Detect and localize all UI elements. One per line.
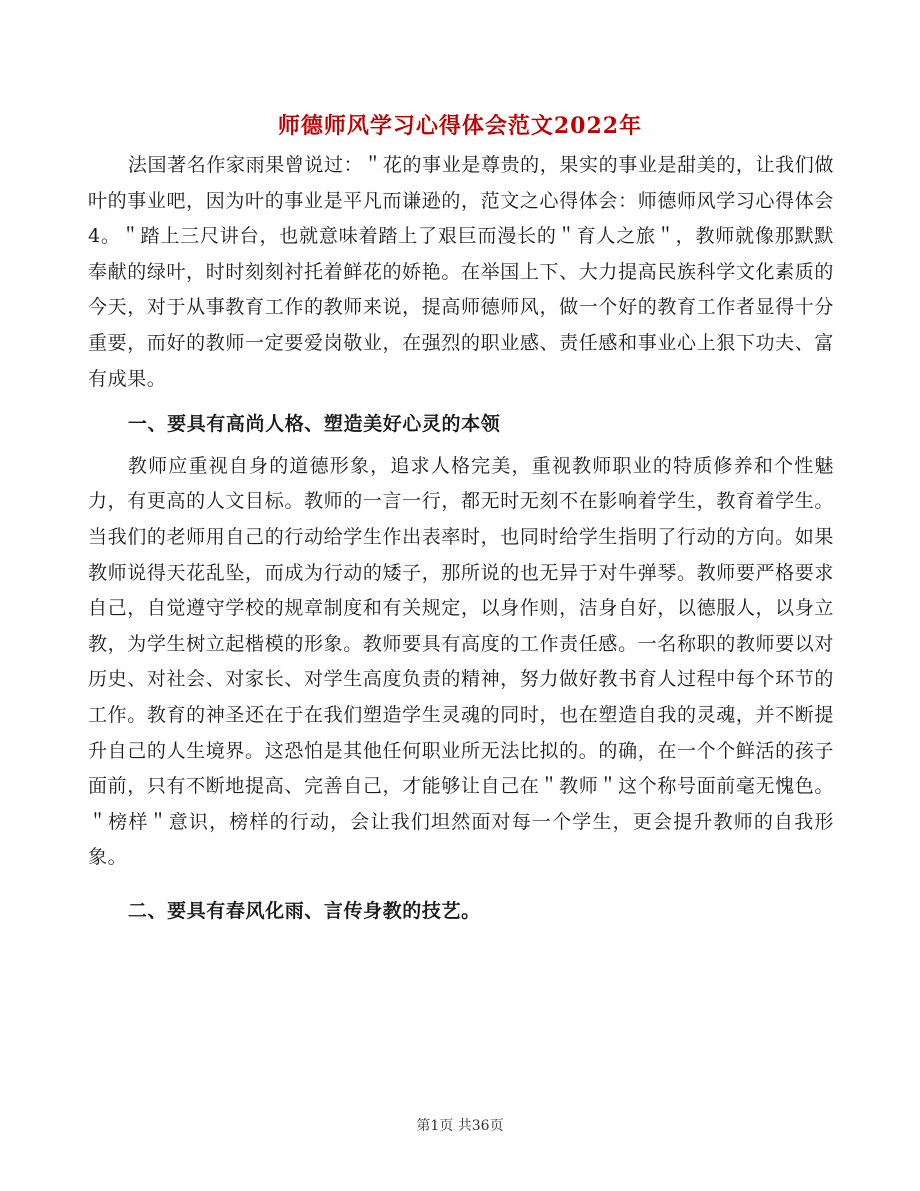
section-paragraph-1: 教师应重视自身的道德形象，追求人格完美，重视教师职业的特质修养和个性魅力，有更高的人文目标。教师的一言一行，都无时无刻不在影响着学生，教育着学生。当我们的老师用自己的行动给学生作出表率时，也同时给学生指明了行动的方向。如果教师说得天花乱坠，而成为行动的矮子，那所说的也无异于对牛弹琴。教师要严格要求自己，自觉遵守学校的规章制度和有关规定，以身作则，洁身自好，以德服人，以身立教，为学生树立起楷模的形象。教师要具有高度的工作责任感。一名称职的教师要以对历史、对社会、对家长、对学生高度负责的精神，努力做好教书育人过程中每个环节的工作。教育的神圣还在于在我们塑造学生灵魂的同时，也在塑造自我的灵魂，并不断提升自己的人生境界。这恐怕是其他任何职业所无法比拟的。的确，在一个个鲜活的孩子面前，只有不断地提高、完善自己，才能够让自己在＂教师＂这个称号面前毫无愧色。＂榜样＂意识，榜样的行动，会让我们坦然面对每一个学生，更会提升教师的自我形象。 — [88, 454, 834, 869]
section-heading-2: 二、要具有春风化雨、言传身教的技艺。 — [127, 899, 481, 922]
page-number-footer: 第1页 共36页 — [416, 1118, 504, 1134]
document-title: 师德师风学习心得体会范文2022年 — [277, 113, 643, 139]
document-body — [88, 148, 834, 935]
intro-paragraph: 法国著名作家雨果曾说过：＂花的事业是尊贵的，果实的事业是甜美的，让我们做叶的事业吧，因为叶的事业是平凡而谦逊的，范文之心得体会：师德师风学习心得体会4。＂踏上三尺讲台，也就意味着踏上了艰巨而漫长的＂育人之旅＂，教师就像那默默奉献的绿叶，时时刻刻衬托着鲜花的娇艳。在举国上下、大力提高民族科学文化素质的今天，对于从事教育工作的教师来说，提高师德师风，做一个好的教育工作者显得十分重要，而好的教师一定要爱岗敬业，在强烈的职业感、责任感和事业心上狠下功夫、富有成果。 — [88, 154, 834, 390]
section-heading-1: 一、要具有高尚人格、塑造美好心灵的本领 — [127, 413, 501, 436]
